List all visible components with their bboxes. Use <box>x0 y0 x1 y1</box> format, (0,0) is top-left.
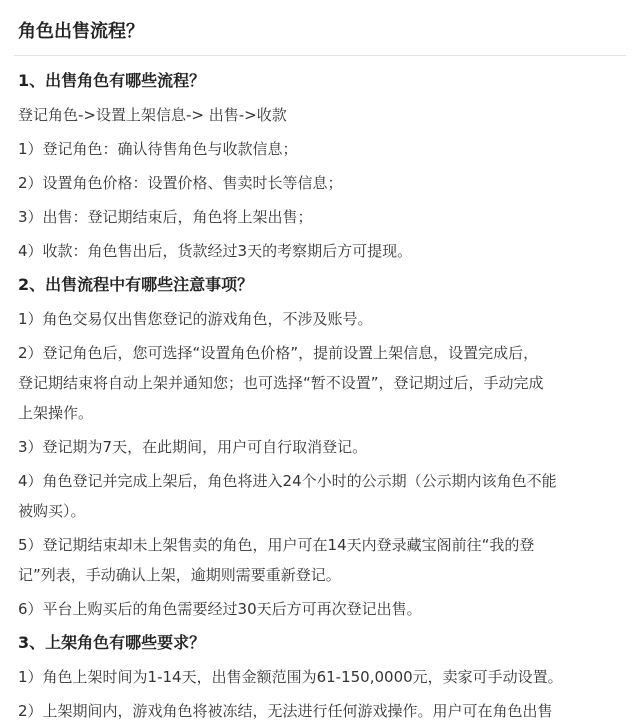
section-2-item-6: 6）平台上购买后的角色需要经过30天后方可再次登记出售。 <box>18 600 422 618</box>
faq-content <box>18 66 626 720</box>
section-2-item-5-line-1: 5）登记期结束却未上架售卖的角色，用户可在14天内登录藏宝阁前往“我的登 <box>18 536 535 554</box>
section-2-item-5 <box>18 530 626 590</box>
section-2-item-3: 3）登记期为7天，在此期间，用户可自行取消登记。 <box>18 438 368 456</box>
section-2-item-2-line-1: 2）登记角色后，您可选择“设置角色价格”，提前设置上架信息，设置完成后， <box>18 344 539 362</box>
section-2-item-2-line-2: 登记期结束将自动上架并通知您；也可选择“暂不设置”，登记期过后，手动完成 <box>18 374 544 392</box>
section-2-heading: 2、出售流程中有哪些注意事项？ <box>18 275 254 294</box>
section-2-item-2-line-3: 上架操作。 <box>18 404 94 422</box>
section-1-flow: 登记角色->设置上架信息-> 出售->收款 <box>18 106 287 124</box>
section-1-item-3: 3）出售：登记期结束后，角色将上架出售； <box>18 208 313 226</box>
section-1-item-4: 4）收款：角色售出后，货款经过3天的考察期后方可提现。 <box>18 242 413 260</box>
section-3-item-2: 2）上架期间内，游戏角色将被冻结，无法进行任何游戏操作。用户可在角色出售 <box>18 702 553 720</box>
title-divider <box>14 55 626 56</box>
page-title: 角色出售流程？ <box>18 21 144 42</box>
section-2-item-4-line-1: 4）角色登记并完成上架后，角色将进入24个小时的公示期（公示期内该角色不能 <box>18 472 557 490</box>
section-2-item-5-line-2: 记”列表，手动确认上架，逾期则需要重新登记。 <box>18 566 341 584</box>
section-2-item-1: 1）角色交易仅出售您登记的游戏角色，不涉及账号。 <box>18 310 373 328</box>
section-3-item-1: 1）角色上架时间为1-14天，出售金额范围为61-150,0000元，卖家可手动设置。 <box>18 668 563 686</box>
section-2-item-2 <box>18 338 626 428</box>
section-1-item-1: 1）登记角色：确认待售角色与收款信息； <box>18 140 298 158</box>
section-1-heading: 1、出售角色有哪些流程？ <box>18 71 206 90</box>
section-2-item-4-line-2: 被购买）。 <box>18 502 86 520</box>
section-1-item-2: 2）设置角色价格：设置价格、售卖时长等信息； <box>18 174 343 192</box>
section-2-item-4 <box>18 466 626 526</box>
section-3-heading: 3、上架角色有哪些要求？ <box>18 633 206 652</box>
